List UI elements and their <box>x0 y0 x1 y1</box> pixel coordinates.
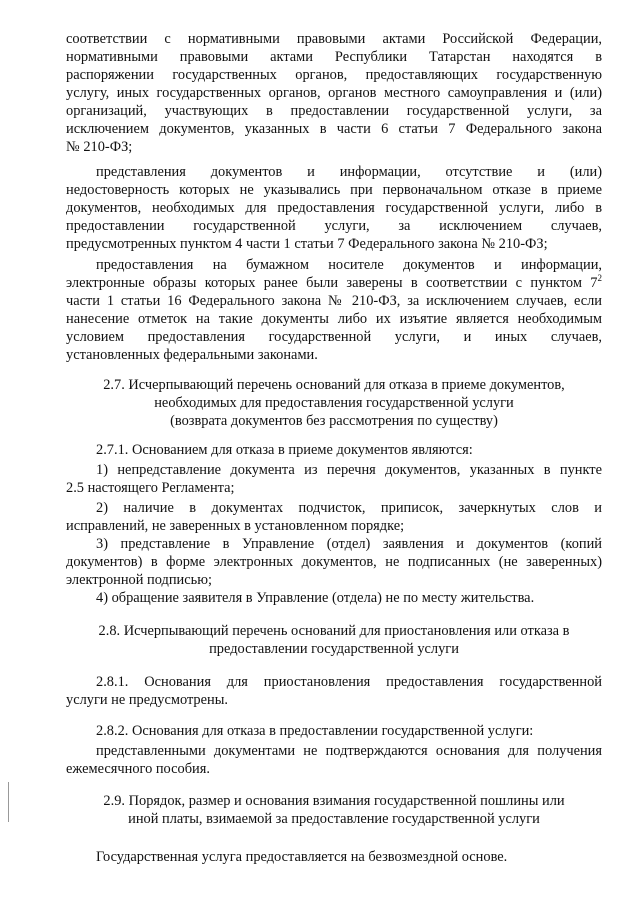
paragraph-line: 2.8.2. Основания для отказа в предоставлении государственной услуги: <box>96 723 534 739</box>
paragraph-line: предусмотренных пунктом 4 части 1 статьи 7 Федерального закона № 210-ФЗ; <box>66 236 548 252</box>
paragraph-line: нанесение отметок на такие документы либо их изъятие является необходимым <box>66 311 602 327</box>
list-item-line: 2) наличие в документах подчисток, приписок, зачеркнутых слов и <box>96 500 602 516</box>
paragraph-line: организаций, участвующих в предоставлении государственной услуги, за <box>66 103 602 119</box>
paragraph-line: услугу, иных государственных органов, органов местного самоуправления и (или) <box>66 85 602 101</box>
paragraph-line: № 210-ФЗ; <box>66 139 133 155</box>
section-heading: 2.7. Исчерпывающий перечень оснований для отказа в приеме документов, <box>103 377 565 393</box>
paragraph-line: документов, необходимых для предоставления государственной услуги, либо в <box>66 200 602 216</box>
paragraph-line: 2.7.1. Основанием для отказа в приеме документов являются: <box>96 442 473 458</box>
superscript: 2 <box>597 273 602 283</box>
paragraph-line: нормативными правовыми актами Республики Татарстан находятся в <box>66 49 602 65</box>
scan-margin-mark <box>8 782 9 822</box>
paragraph-line: распоряжении государственных органов, предоставляющих государственную <box>66 67 602 83</box>
section-heading: (возврата документов без рассмотрения по существу) <box>170 413 498 429</box>
section-heading: 2.9. Порядок, размер и основания взимания государственной пошлины или <box>103 793 565 809</box>
paragraph-line: представленными документами не подтверждаются основания для получения <box>96 743 602 759</box>
paragraph-line: Государственная услуга предоставляется на безвозмездной основе. <box>96 849 508 865</box>
paragraph-line: установленных федеральными законами. <box>66 347 318 363</box>
section-heading: предоставлении государственной услуги <box>209 641 459 657</box>
paragraph-line: предоставлении государственной услуги, за исключением случаев, <box>66 218 602 234</box>
paragraph-line: предоставления на бумажном носителе документов и информации, <box>96 257 602 273</box>
paragraph-line: ежемесячного пособия. <box>66 761 210 777</box>
list-item-line: электронной подписью; <box>66 572 212 588</box>
paragraph-line-text: электронные образы которых ранее были заверены в соответствии с пунктом 7 <box>66 275 598 291</box>
section-heading: иной платы, взимаемой за предоставление государственной услуги <box>128 811 540 827</box>
list-item-line: 3) представление в Управление (отдел) заявления и документов (копий <box>96 536 602 552</box>
list-item-line: 4) обращение заявителя в Управление (отдела) не по месту жительства. <box>96 590 535 606</box>
list-item-line: 2.5 настоящего Регламента; <box>66 480 235 496</box>
paragraph-line: недостоверность которых не указывались при первоначальном отказе в приеме <box>66 182 602 198</box>
paragraph-line: исключением документов, указанных в части 6 статьи 7 Федерального закона <box>66 121 602 137</box>
section-heading: 2.8. Исчерпывающий перечень оснований для приостановления или отказа в <box>98 623 570 639</box>
section-heading: необходимых для предоставления государственной услуги <box>154 395 514 411</box>
list-item-line: документов) в форме электронных документов, не подписанных (не заверенных) <box>66 554 602 570</box>
paragraph-line: части 1 статьи 16 Федерального закона № 210-ФЗ, за исключением случаев, если <box>66 293 602 309</box>
list-item-line: исправлений, не заверенных в установленном порядке; <box>66 518 405 534</box>
list-item-line: 1) непредставление документа из перечня документов, указанных в пункте <box>96 462 602 478</box>
paragraph-line: представления документов и информации, отсутствие и (или) <box>96 164 602 180</box>
paragraph-line: 2.8.1. Основания для приостановления предоставления государственной <box>96 674 602 690</box>
paragraph-line <box>66 274 602 292</box>
paragraph-line: соответствии с нормативными правовыми актами Российской Федерации, <box>66 31 602 47</box>
paragraph-line: условием предоставления государственной услуги, и иных случаев, <box>66 329 602 345</box>
paragraph-line: услуги не предусмотрены. <box>66 692 228 708</box>
